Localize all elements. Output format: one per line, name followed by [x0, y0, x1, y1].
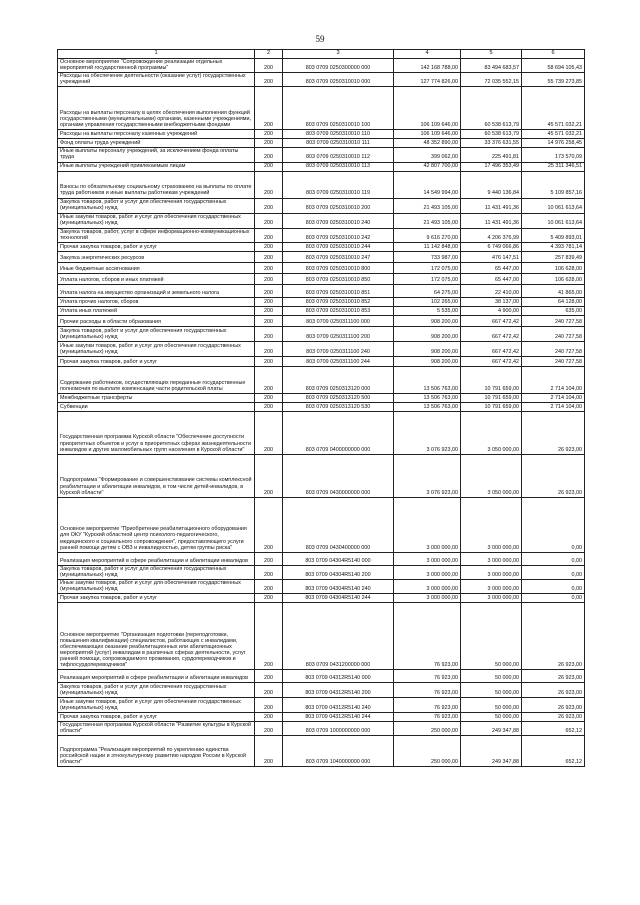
row-name-cell: Государственная программа Курской области "Обеспечение доступности приоритетных объектов и услуг в приоритетных сферах жизнедеятельности инвалидов и других маломобильных групп населения в Курской области" — [58, 411, 255, 454]
table-row — [58, 262, 585, 273]
row-code-cell: 803 0709 0250310010 852 — [283, 297, 394, 306]
row-approved-cell: 250 000,00 — [394, 736, 461, 767]
row-name-cell: Подпрограмма "Реализация мероприятий по укреплению единства российской нации и этнокультурному развитию народов России в Курской области" — [58, 736, 255, 767]
row-executed-cell: 667 472,42 — [461, 356, 522, 366]
row-code-cell: 803 0709 04312R5140 000 — [283, 670, 394, 683]
table-row — [58, 315, 585, 326]
row-code-cell: 803 0709 04312R5140 200 — [283, 683, 394, 698]
row-executed-cell: 667 472,42 — [461, 315, 522, 326]
table-row — [58, 251, 585, 262]
row-executed-cell: 3 000 000,00 — [461, 565, 522, 579]
row-unexecuted-cell: 652,12 — [522, 736, 585, 767]
row-unexecuted-cell: 240 727,58 — [522, 341, 585, 356]
row-chapter-cell: 200 — [255, 411, 283, 454]
table-row — [58, 579, 585, 593]
row-name-cell: Межбюджетные трансферты — [58, 393, 255, 402]
row-name-cell: Субвенции — [58, 402, 255, 411]
table-row — [58, 273, 585, 284]
table-row — [58, 297, 585, 306]
row-executed-cell: 38 137,00 — [461, 297, 522, 306]
table-row — [58, 366, 585, 393]
row-executed-cell: 10 791 659,00 — [461, 402, 522, 411]
row-code-cell: 803 0709 0250310010 100 — [283, 87, 394, 130]
row-executed-cell: 667 472,42 — [461, 341, 522, 356]
row-executed-cell: 10 791 659,00 — [461, 393, 522, 402]
table-row — [58, 670, 585, 683]
row-code-cell: 803 0709 0400000000 000 — [283, 411, 394, 454]
table-row — [58, 402, 585, 411]
row-approved-cell: 3 076 923,00 — [394, 411, 461, 454]
table-row — [58, 594, 585, 603]
row-code-cell: 803 0709 0431200000 000 — [283, 603, 394, 670]
row-approved-cell: 172 075,00 — [394, 273, 461, 284]
row-approved-cell: 76 923,00 — [394, 603, 461, 670]
table-row — [58, 171, 585, 198]
budget-execution-table — [57, 49, 585, 767]
row-executed-cell: 50 000,00 — [461, 698, 522, 713]
row-chapter-cell: 200 — [255, 139, 283, 148]
row-name-cell: Иные закупки товаров, работ и услуг для обеспечения государственных (муниципальных) нужд — [58, 341, 255, 356]
row-approved-cell: 42 807 700,00 — [394, 162, 461, 171]
row-approved-cell: 733 987,00 — [394, 251, 461, 262]
row-executed-cell: 476 147,51 — [461, 251, 522, 262]
row-code-cell: 803 0709 0250313120 000 — [283, 366, 394, 393]
row-chapter-cell: 200 — [255, 297, 283, 306]
row-chapter-cell: 200 — [255, 497, 283, 552]
row-code-cell: 803 0709 0250310010 247 — [283, 251, 394, 262]
row-code-cell: 803 0709 0430400000 000 — [283, 497, 394, 552]
row-chapter-cell: 200 — [255, 552, 283, 565]
row-unexecuted-cell: 5 409 893,01 — [522, 228, 585, 242]
row-chapter-cell: 200 — [255, 306, 283, 315]
row-name-cell: Фонд оплаты труда учреждений — [58, 139, 255, 148]
row-unexecuted-cell: 635,00 — [522, 306, 585, 315]
row-approved-cell: 13 506 763,00 — [394, 366, 461, 393]
row-chapter-cell: 200 — [255, 59, 283, 73]
row-code-cell: 803 0709 04304R5140 240 — [283, 579, 394, 593]
table-row — [58, 198, 585, 213]
row-code-cell: 803 0709 0250310010 240 — [283, 213, 394, 228]
row-unexecuted-cell: 26 923,00 — [522, 670, 585, 683]
table-row — [58, 356, 585, 366]
table-row — [58, 497, 585, 552]
table-row — [58, 341, 585, 356]
row-code-cell: 803 0709 0430000000 000 — [283, 454, 394, 497]
row-approved-cell: 106 109 646,00 — [394, 87, 461, 130]
row-name-cell: Закупка товаров, работ и услуг для обеспечения государственных (муниципальных) нужд — [58, 565, 255, 579]
row-code-cell: 803 0709 1040000000 000 — [283, 736, 394, 767]
row-approved-cell: 21 493 105,00 — [394, 213, 461, 228]
row-unexecuted-cell: 240 727,58 — [522, 315, 585, 326]
row-chapter-cell: 200 — [255, 273, 283, 284]
row-name-cell: Расходы на выплаты персоналу казенных учреждений — [58, 130, 255, 139]
row-executed-cell: 60 538 613,79 — [461, 87, 522, 130]
row-name-cell: Прочая закупка товаров, работ и услуг — [58, 594, 255, 603]
row-unexecuted-cell: 5 109 857,16 — [522, 171, 585, 198]
table-row — [58, 683, 585, 698]
table-row — [58, 326, 585, 341]
row-name-cell: Прочие расходы в области образования — [58, 315, 255, 326]
row-executed-cell: 225 491,81 — [461, 148, 522, 162]
row-executed-cell: 3 000 000,00 — [461, 579, 522, 593]
row-executed-cell: 83 494 683,57 — [461, 59, 522, 73]
row-unexecuted-cell: 26 923,00 — [522, 454, 585, 497]
table-row — [58, 306, 585, 315]
row-unexecuted-cell: 2 714 104,00 — [522, 393, 585, 402]
row-approved-cell: 399 062,00 — [394, 148, 461, 162]
row-code-cell: 803 0709 0250311100 200 — [283, 326, 394, 341]
row-chapter-cell: 200 — [255, 251, 283, 262]
row-unexecuted-cell: 41 865,00 — [522, 284, 585, 297]
row-chapter-cell: 200 — [255, 213, 283, 228]
row-chapter-cell: 200 — [255, 341, 283, 356]
row-approved-cell: 908 200,00 — [394, 315, 461, 326]
row-approved-cell: 106 109 646,00 — [394, 130, 461, 139]
row-chapter-cell: 200 — [255, 228, 283, 242]
row-name-cell: Основное мероприятие "Организация подготовки (переподготовки, повышения квалификации) специалистов, работающих с инвалидами, обеспечивающих оказание реабилитационных или абилитационных мероприятий (услуг) инвалидам в различных сферах деятельности, услуг ранней помощи, сопровождаемого проживания, сурдопереводчиков и тифлосурдопереводчиков" — [58, 603, 255, 670]
table-row — [58, 148, 585, 162]
table-row — [58, 454, 585, 497]
row-unexecuted-cell: 257 839,49 — [522, 251, 585, 262]
page-number: 59 — [315, 34, 325, 44]
row-chapter-cell: 200 — [255, 402, 283, 411]
row-approved-cell: 11 142 848,00 — [394, 242, 461, 251]
row-approved-cell: 908 200,00 — [394, 356, 461, 366]
row-chapter-cell: 200 — [255, 148, 283, 162]
row-chapter-cell: 200 — [255, 284, 283, 297]
row-executed-cell: 3 000 000,00 — [461, 552, 522, 565]
row-unexecuted-cell: 4 393 781,14 — [522, 242, 585, 251]
row-approved-cell: 142 168 788,00 — [394, 59, 461, 73]
row-name-cell: Реализация мероприятий в сфере реабилитации и абилитации инвалидов — [58, 552, 255, 565]
row-name-cell: Взносы по обязательному социальному страхованию на выплаты по оплате труда работников и иные выплаты работникам учреждений — [58, 171, 255, 198]
row-unexecuted-cell: 58 694 105,43 — [522, 59, 585, 73]
table-row — [58, 213, 585, 228]
row-approved-cell: 14 549 994,00 — [394, 171, 461, 198]
row-unexecuted-cell: 106 628,00 — [522, 262, 585, 273]
row-chapter-cell: 200 — [255, 87, 283, 130]
row-code-cell: 803 0709 0250311100 244 — [283, 356, 394, 366]
row-executed-cell: 3 050 000,00 — [461, 411, 522, 454]
row-chapter-cell: 200 — [255, 713, 283, 722]
row-unexecuted-cell: 26 923,00 — [522, 411, 585, 454]
table-row — [58, 565, 585, 579]
table-header-row — [58, 50, 585, 59]
row-chapter-cell: 200 — [255, 198, 283, 213]
row-executed-cell: 249 347,88 — [461, 722, 522, 736]
row-executed-cell: 3 000 000,00 — [461, 594, 522, 603]
row-unexecuted-cell: 45 571 032,21 — [522, 130, 585, 139]
row-approved-cell: 3 000 000,00 — [394, 565, 461, 579]
row-executed-cell: 9 440 136,84 — [461, 171, 522, 198]
row-code-cell: 803 0709 0250310010 853 — [283, 306, 394, 315]
row-unexecuted-cell: 0,00 — [522, 565, 585, 579]
column-header: 4 — [394, 50, 461, 59]
table-row — [58, 736, 585, 767]
table-row — [58, 242, 585, 251]
row-unexecuted-cell: 2 714 104,00 — [522, 366, 585, 393]
row-chapter-cell: 200 — [255, 262, 283, 273]
row-approved-cell: 3 000 000,00 — [394, 497, 461, 552]
row-code-cell: 803 0709 0250310010 242 — [283, 228, 394, 242]
row-name-cell: Прочая закупка товаров, работ и услуг — [58, 713, 255, 722]
row-name-cell: Подпрограмма "Формирование и совершенствование системы комплексной реабилитации и абилитации инвалидов, в том числе детей-инвалидов, в Курской области" — [58, 454, 255, 497]
row-name-cell: Прочая закупка товаров, работ и услуг — [58, 242, 255, 251]
column-header: 6 — [522, 50, 585, 59]
row-chapter-cell: 200 — [255, 603, 283, 670]
row-unexecuted-cell: 106 628,00 — [522, 273, 585, 284]
row-code-cell: 803 0709 0250313120 500 — [283, 393, 394, 402]
row-approved-cell: 5 535,00 — [394, 306, 461, 315]
row-chapter-cell: 200 — [255, 356, 283, 366]
row-code-cell: 803 0709 0250310010 110 — [283, 130, 394, 139]
row-name-cell: Государственная программа Курской области "Развитие культуры в Курской области" — [58, 722, 255, 736]
row-approved-cell: 3 000 000,00 — [394, 552, 461, 565]
row-code-cell: 803 0709 04304R5140 200 — [283, 565, 394, 579]
row-executed-cell: 65 447,00 — [461, 262, 522, 273]
row-code-cell: 803 0709 0250300000 000 — [283, 59, 394, 73]
row-code-cell: 803 0709 0250310010 113 — [283, 162, 394, 171]
row-executed-cell: 4 900,00 — [461, 306, 522, 315]
row-approved-cell: 3 076 923,00 — [394, 454, 461, 497]
row-unexecuted-cell: 26 923,00 — [522, 603, 585, 670]
row-approved-cell: 9 616 270,00 — [394, 228, 461, 242]
column-header: 1 — [58, 50, 255, 59]
row-approved-cell: 76 923,00 — [394, 713, 461, 722]
row-chapter-cell: 200 — [255, 393, 283, 402]
row-executed-cell: 50 000,00 — [461, 670, 522, 683]
row-name-cell: Уплата иных платежей — [58, 306, 255, 315]
row-name-cell: Расходы на выплаты персоналу в целях обеспечения выполнения функций государственными (муниципальными) органами, казенными учреждениями, органами управления государственными внебюджетными фондами — [58, 87, 255, 130]
row-unexecuted-cell: 2 714 104,00 — [522, 402, 585, 411]
row-executed-cell: 60 538 613,79 — [461, 130, 522, 139]
row-approved-cell: 13 506 763,00 — [394, 393, 461, 402]
row-executed-cell: 249 347,88 — [461, 736, 522, 767]
row-chapter-cell: 200 — [255, 698, 283, 713]
table-row — [58, 139, 585, 148]
row-code-cell: 803 0709 0250310010 800 — [283, 262, 394, 273]
row-name-cell: Иные закупки товаров, работ и услуг для обеспечения государственных (муниципальных) нужд — [58, 213, 255, 228]
row-approved-cell: 48 352 890,00 — [394, 139, 461, 148]
table-row — [58, 393, 585, 402]
row-code-cell: 803 0709 04304R5140 000 — [283, 552, 394, 565]
row-unexecuted-cell: 14 976 258,45 — [522, 139, 585, 148]
row-name-cell: Иные закупки товаров, работ и услуг для обеспечения государственных (муниципальных) нужд — [58, 579, 255, 593]
row-code-cell: 803 0709 0250310010 112 — [283, 148, 394, 162]
row-executed-cell: 50 000,00 — [461, 603, 522, 670]
row-name-cell: Содержание работников, осуществляющих переданные государственные полномочия по выплате компенсации части родительской платы — [58, 366, 255, 393]
row-name-cell: Основное мероприятие "Сопровождение реализации отдельных мероприятий государственной программы" — [58, 59, 255, 73]
row-name-cell: Основное мероприятие "Приобретение реабилитационного оборудования для ОКУ "Курский областной центр психолого-педагогического, медицинского и социального сопровождения", предоставляющего услуги ранней помощи детям с ОВЗ и инвалидностью, детям группы риска" — [58, 497, 255, 552]
row-executed-cell: 22 410,00 — [461, 284, 522, 297]
row-chapter-cell: 200 — [255, 326, 283, 341]
table-row — [58, 713, 585, 722]
row-name-cell: Закупка товаров, работ и услуг для обеспечения государственных (муниципальных) нужд — [58, 326, 255, 341]
table-row — [58, 73, 585, 87]
table-row — [58, 722, 585, 736]
row-unexecuted-cell: 240 727,58 — [522, 326, 585, 341]
row-executed-cell: 11 431 491,36 — [461, 198, 522, 213]
row-chapter-cell: 200 — [255, 162, 283, 171]
row-executed-cell: 50 000,00 — [461, 713, 522, 722]
row-chapter-cell: 200 — [255, 171, 283, 198]
row-name-cell: Закупка товаров, работ и услуг для обеспечения государственных (муниципальных) нужд — [58, 198, 255, 213]
table-row — [58, 87, 585, 130]
row-code-cell: 803 0709 1000000000 000 — [283, 722, 394, 736]
row-unexecuted-cell: 10 061 613,64 — [522, 213, 585, 228]
row-approved-cell: 908 200,00 — [394, 341, 461, 356]
column-header: 3 — [283, 50, 394, 59]
column-header: 2 — [255, 50, 283, 59]
row-code-cell: 803 0709 0250310010 850 — [283, 273, 394, 284]
row-code-cell: 803 0709 0250310010 000 — [283, 73, 394, 87]
row-chapter-cell: 200 — [255, 242, 283, 251]
row-code-cell: 803 0709 0250310010 244 — [283, 242, 394, 251]
row-name-cell: Закупка товаров, работ, услуг в сфере информационно-коммуникационных технологий — [58, 228, 255, 242]
row-unexecuted-cell: 25 311 346,51 — [522, 162, 585, 171]
table-row — [58, 411, 585, 454]
table-row — [58, 698, 585, 713]
row-approved-cell: 250 000,00 — [394, 722, 461, 736]
row-approved-cell: 13 506 763,00 — [394, 402, 461, 411]
row-unexecuted-cell: 0,00 — [522, 594, 585, 603]
row-unexecuted-cell: 0,00 — [522, 552, 585, 565]
row-chapter-cell: 200 — [255, 454, 283, 497]
row-code-cell: 803 0709 0250310010 119 — [283, 171, 394, 198]
row-unexecuted-cell: 173 570,09 — [522, 148, 585, 162]
row-chapter-cell: 200 — [255, 722, 283, 736]
row-chapter-cell: 200 — [255, 366, 283, 393]
row-name-cell: Закупка товаров, работ и услуг для обеспечения государственных (муниципальных) нужд — [58, 683, 255, 698]
row-name-cell: Иные закупки товаров, работ и услуг для обеспечения государственных (муниципальных) нужд — [58, 698, 255, 713]
row-code-cell: 803 0709 04304R5140 244 — [283, 594, 394, 603]
row-name-cell: Уплата прочих налогов, сборов — [58, 297, 255, 306]
row-approved-cell: 3 000 000,00 — [394, 579, 461, 593]
row-chapter-cell: 200 — [255, 73, 283, 87]
row-name-cell: Уплата налога на имущество организаций и земельного налога — [58, 284, 255, 297]
row-chapter-cell: 200 — [255, 315, 283, 326]
row-chapter-cell: 200 — [255, 130, 283, 139]
row-approved-cell: 76 923,00 — [394, 698, 461, 713]
row-approved-cell: 172 075,00 — [394, 262, 461, 273]
row-chapter-cell: 200 — [255, 683, 283, 698]
table-row — [58, 130, 585, 139]
row-executed-cell: 33 376 631,55 — [461, 139, 522, 148]
row-chapter-cell: 200 — [255, 670, 283, 683]
row-code-cell: 803 0709 0250310010 851 — [283, 284, 394, 297]
row-unexecuted-cell: 26 923,00 — [522, 698, 585, 713]
row-unexecuted-cell: 0,00 — [522, 497, 585, 552]
row-name-cell: Иные бюджетные ассигнования — [58, 262, 255, 273]
row-name-cell: Закупка энергетических ресурсов — [58, 251, 255, 262]
row-approved-cell: 21 493 105,00 — [394, 198, 461, 213]
row-unexecuted-cell: 55 739 273,85 — [522, 73, 585, 87]
row-executed-cell: 50 000,00 — [461, 683, 522, 698]
row-executed-cell: 10 791 659,00 — [461, 366, 522, 393]
row-approved-cell: 76 923,00 — [394, 683, 461, 698]
row-code-cell: 803 0709 04312R5140 244 — [283, 713, 394, 722]
row-executed-cell: 65 447,00 — [461, 273, 522, 284]
row-code-cell: 803 0709 0250310010 111 — [283, 139, 394, 148]
row-name-cell: Иные выплаты персоналу учреждений, за исключением фонда оплаты труда — [58, 148, 255, 162]
table-row — [58, 552, 585, 565]
row-executed-cell: 4 206 376,99 — [461, 228, 522, 242]
row-name-cell: Прочая закупка товаров, работ и услуг — [58, 356, 255, 366]
row-unexecuted-cell: 64 128,00 — [522, 297, 585, 306]
row-unexecuted-cell: 26 923,00 — [522, 683, 585, 698]
row-name-cell: Иные выплаты учреждений привлекаемым лицам — [58, 162, 255, 171]
row-unexecuted-cell: 0,00 — [522, 579, 585, 593]
table-row — [58, 284, 585, 297]
row-executed-cell: 667 472,42 — [461, 326, 522, 341]
row-executed-cell: 17 496 353,49 — [461, 162, 522, 171]
row-chapter-cell: 200 — [255, 579, 283, 593]
row-unexecuted-cell: 45 571 032,21 — [522, 87, 585, 130]
row-executed-cell: 3 050 000,00 — [461, 454, 522, 497]
row-approved-cell: 127 774 826,00 — [394, 73, 461, 87]
row-name-cell: Реализация мероприятий в сфере реабилитации и абилитации инвалидов — [58, 670, 255, 683]
row-executed-cell: 11 431 491,36 — [461, 213, 522, 228]
row-approved-cell: 102 265,00 — [394, 297, 461, 306]
row-code-cell: 803 0709 0250311100 240 — [283, 341, 394, 356]
row-unexecuted-cell: 240 727,58 — [522, 356, 585, 366]
row-chapter-cell: 200 — [255, 565, 283, 579]
row-name-cell: Расходы на обеспечение деятельности (оказание услуг) государственных учреждений — [58, 73, 255, 87]
row-unexecuted-cell: 652,12 — [522, 722, 585, 736]
row-unexecuted-cell: 26 923,00 — [522, 713, 585, 722]
row-executed-cell: 72 035 552,15 — [461, 73, 522, 87]
row-chapter-cell: 200 — [255, 736, 283, 767]
row-approved-cell: 908 200,00 — [394, 326, 461, 341]
row-unexecuted-cell: 10 061 613,64 — [522, 198, 585, 213]
row-code-cell: 803 0709 0250313120 530 — [283, 402, 394, 411]
row-approved-cell: 76 923,00 — [394, 670, 461, 683]
row-chapter-cell: 200 — [255, 594, 283, 603]
row-code-cell: 803 0709 0250310010 200 — [283, 198, 394, 213]
row-executed-cell: 6 749 066,86 — [461, 242, 522, 251]
row-approved-cell: 3 000 000,00 — [394, 594, 461, 603]
column-header: 5 — [461, 50, 522, 59]
table-row — [58, 228, 585, 242]
row-approved-cell: 64 275,00 — [394, 284, 461, 297]
row-code-cell: 803 0709 04312R5140 240 — [283, 698, 394, 713]
table-row — [58, 162, 585, 171]
table-row — [58, 603, 585, 670]
row-executed-cell: 3 000 000,00 — [461, 497, 522, 552]
row-code-cell: 803 0709 0250311100 000 — [283, 315, 394, 326]
table-row — [58, 59, 585, 73]
row-name-cell: Уплата налогов, сборов и иных платежей — [58, 273, 255, 284]
